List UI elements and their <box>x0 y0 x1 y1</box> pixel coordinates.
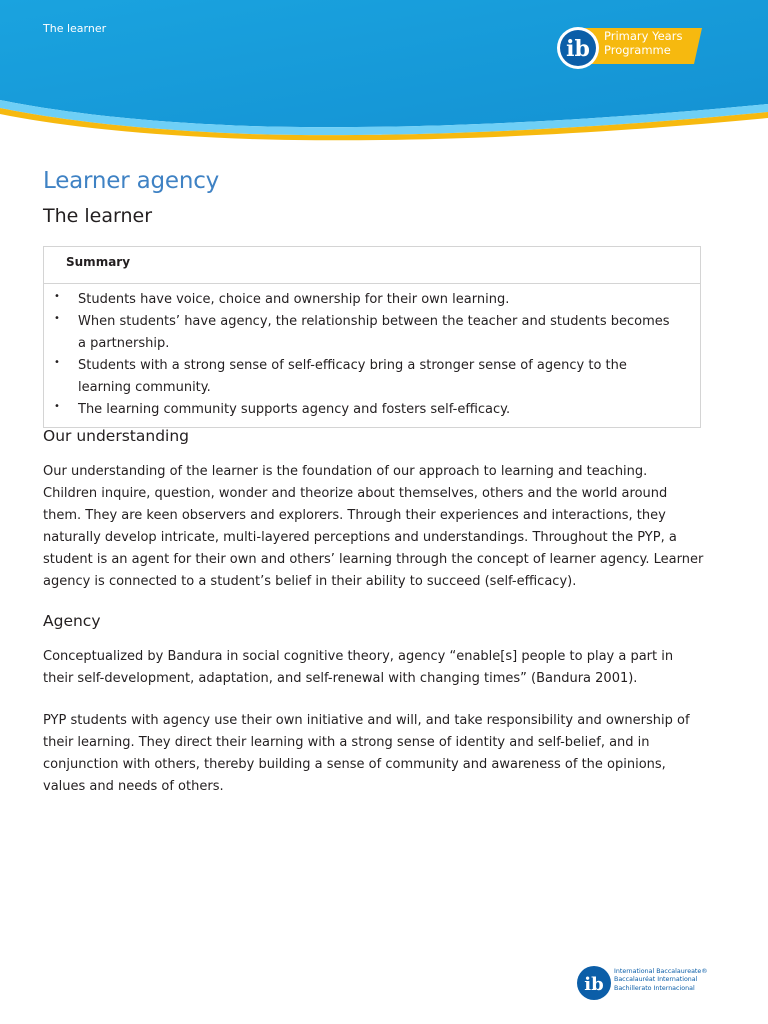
ib-footer-line: International Baccalaureate® <box>614 968 708 975</box>
summary-item <box>54 355 680 399</box>
ib-footer-line: Baccalauréat International <box>614 976 698 984</box>
ib-logo-icon <box>576 965 612 1001</box>
ib-footer-logo <box>576 964 716 1002</box>
page-subtitle: The learner <box>43 205 153 227</box>
summary-item <box>54 399 680 421</box>
bullet-icon: • <box>54 401 60 412</box>
summary-box <box>43 246 701 428</box>
bullet-icon: • <box>54 313 60 324</box>
banner-shape <box>0 0 768 145</box>
svg-text:ib: ib <box>566 36 590 62</box>
paragraph: Our understanding of the learner is the foundation of our approach to learning and teaching. Children inquire, question, wonder and theorize about themselves, others and the world around them. They are keen observers and explorers. Through their experiences and interactions, they naturally develop intricate, multi-layered perceptions and understandings. Throughout the PYP, a student is an agent for their own and others’ learning through the concept of learner agency. Learner agency is connected to a student’s belief in their ability to succeed (self-efficacy). <box>43 464 704 589</box>
pyp-logo <box>556 26 706 70</box>
ib-footer-line: Bachillerato Internacional <box>614 984 695 992</box>
summary-list <box>44 284 700 421</box>
summary-item <box>54 311 680 355</box>
section-heading-agency: Agency <box>43 612 101 630</box>
pyp-logo-line: Programme <box>604 43 671 57</box>
summary-item-text: The learning community supports agency and fosters self-efficacy. <box>78 402 511 417</box>
bullet-icon: • <box>54 357 60 368</box>
header-banner <box>0 0 768 145</box>
pyp-logo-text <box>604 29 682 57</box>
summary-item-text: Students with a strong sense of self-efficacy bring a stronger sense of agency to the learning community. <box>78 358 627 395</box>
summary-item <box>54 289 680 311</box>
pyp-logo-line: Primary Years <box>604 29 683 43</box>
page-title: Learner agency <box>43 168 220 194</box>
ib-footer-text <box>614 968 708 993</box>
section-heading-our-understanding: Our understanding <box>43 427 190 445</box>
summary-item-text: Students have voice, choice and ownership for their own learning. <box>78 292 510 307</box>
svg-text:ib: ib <box>584 974 604 995</box>
header-label: The learner <box>43 22 107 35</box>
bullet-icon: • <box>54 291 60 302</box>
paragraph: PYP students with agency use their own initiative and will, and take responsibility and ownership of their learning. They direct their learning with a strong sense of identity and self-belief, and in conjunction with others, thereby building a sense of community and awareness of the opinions, values and needs of others. <box>43 713 690 794</box>
paragraph: Conceptualized by Bandura in social cognitive theory, agency “enable[s] people to play a part in their self-development, adaptation, and self-renewal with changing times” (Bandura 2001). <box>43 649 674 686</box>
summary-heading: Summary <box>44 247 700 284</box>
summary-item-text: When students’ have agency, the relationship between the teacher and students becomes a partnership. <box>78 314 670 351</box>
